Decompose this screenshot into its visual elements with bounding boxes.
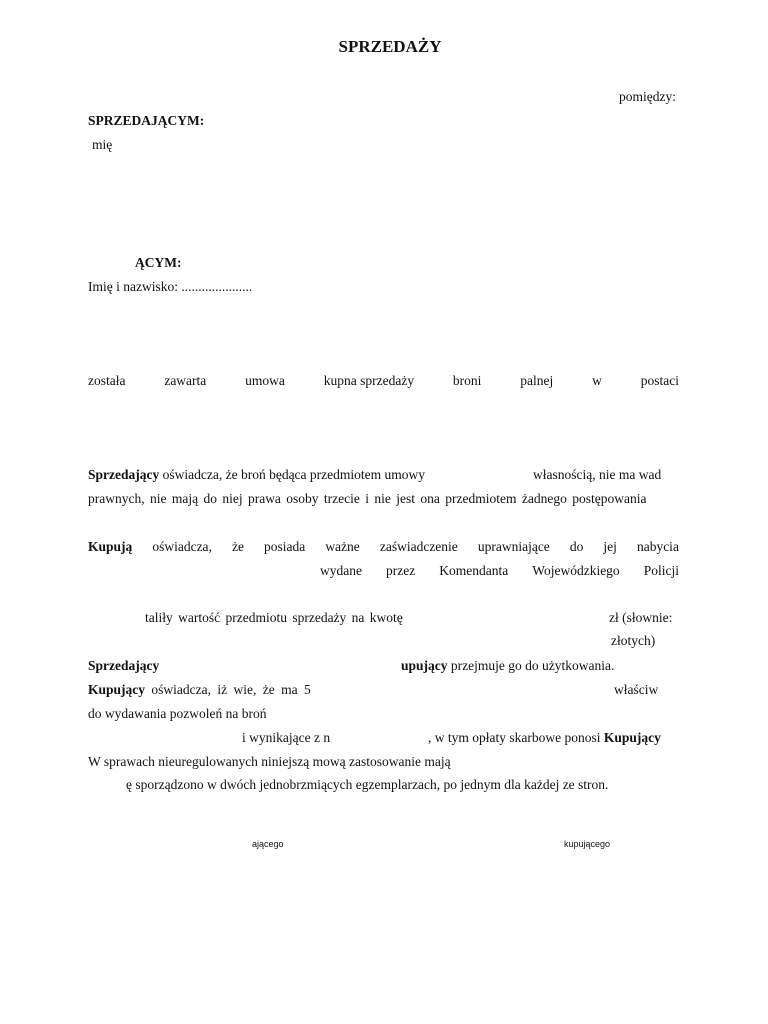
contract-word: kupna sprzedaży [323, 373, 415, 388]
registration-text: oświadcza, iż wie, że ma 5 [151, 682, 311, 697]
buyer-word: Policji [643, 563, 679, 578]
handover-line [401, 659, 614, 673]
contract-word: postaci [640, 373, 679, 388]
contract-word: palnej [520, 373, 554, 388]
seller-signature-label: ającego [252, 839, 284, 849]
price-words-label: zł (słownie: [609, 610, 673, 625]
buyer-word: uprawniające [477, 539, 550, 554]
between-label: pomiędzy: [619, 89, 676, 104]
buyer-word: oświadcza, [152, 539, 212, 554]
costs-line [428, 731, 661, 745]
buyer-word: nabycia [636, 539, 679, 554]
seller-heading: SPRZEDAJĄCYM: [88, 113, 205, 128]
seller-name-fragment: mię [92, 137, 113, 152]
seller-bold-label: Sprzedający [88, 467, 160, 482]
buyer-word: zaświadczenie [379, 539, 458, 554]
buyer-word: ważne [325, 539, 360, 554]
buyer-heading: ĄCYM: [135, 255, 182, 270]
buyer-word: wydane [320, 563, 362, 578]
registration-line1 [88, 683, 311, 697]
buyer-declaration-line2 [320, 564, 679, 578]
registration-authority: właściw [614, 682, 659, 697]
registration-buyer-label: Kupujący [88, 682, 146, 697]
seller-declaration-text: oświadcza, że broń będąca przedmiotem umowy [162, 467, 426, 482]
copies-line: ę sporządzono w dwóch jednobrzmiących egzemplarzach, po jednym dla każdej ze stron. [126, 777, 609, 792]
contract-word: w [592, 373, 602, 388]
contract-word: została [88, 373, 126, 388]
seller-declaration-line1 [88, 468, 425, 482]
handover-buyer-label: upujący [401, 658, 448, 673]
contract-word: zawarta [164, 373, 207, 388]
handover-seller-label: Sprzedający [88, 658, 160, 673]
price-line2: złotych) [611, 633, 656, 648]
costs-text: , w tym opłaty skarbowe ponosi [428, 730, 601, 745]
buyer-word: Komendanta [439, 563, 509, 578]
document-title: SPRZEDAŻY [338, 37, 442, 56]
contract-word: broni [452, 373, 482, 388]
buyer-name-line: Imię i nazwisko: ..................... [88, 279, 253, 294]
buyer-word: do [569, 539, 584, 554]
registration-line2: do wydawania pozwoleń na broń [88, 706, 267, 721]
costs-buyer-label: Kupujący [603, 730, 661, 745]
buyer-word: posiada [264, 539, 306, 554]
unregulated-matters-line: W sprawach nieuregulowanych niniejszą mową zastosowanie mają [88, 754, 451, 769]
seller-declaration-line2: prawnych, nie mają do niej prawa osoby trzecie i nie jest ona przedmiotem żadnego postępowania [88, 491, 647, 506]
buyer-declaration-line1 [88, 540, 679, 554]
buyer-word: Wojewódzkiego [532, 563, 620, 578]
seller-declaration-tail: własnością, nie ma wad [533, 467, 662, 482]
buyer-word: jej [603, 539, 617, 554]
buyer-signature-label: kupującego [564, 839, 611, 849]
price-line1: taliły wartość przedmiotu sprzedaży na kwotę [145, 610, 403, 625]
buyer-word: że [231, 539, 244, 554]
costs-line-a: i wynikające z n [242, 730, 331, 745]
buyer-bold-label: Kupują [88, 539, 133, 554]
buyer-word: przez [386, 563, 416, 578]
handover-text: przejmuje go do użytkowania. [450, 658, 615, 673]
contract-word: umowa [245, 373, 285, 388]
contract-statement-line [88, 374, 679, 388]
